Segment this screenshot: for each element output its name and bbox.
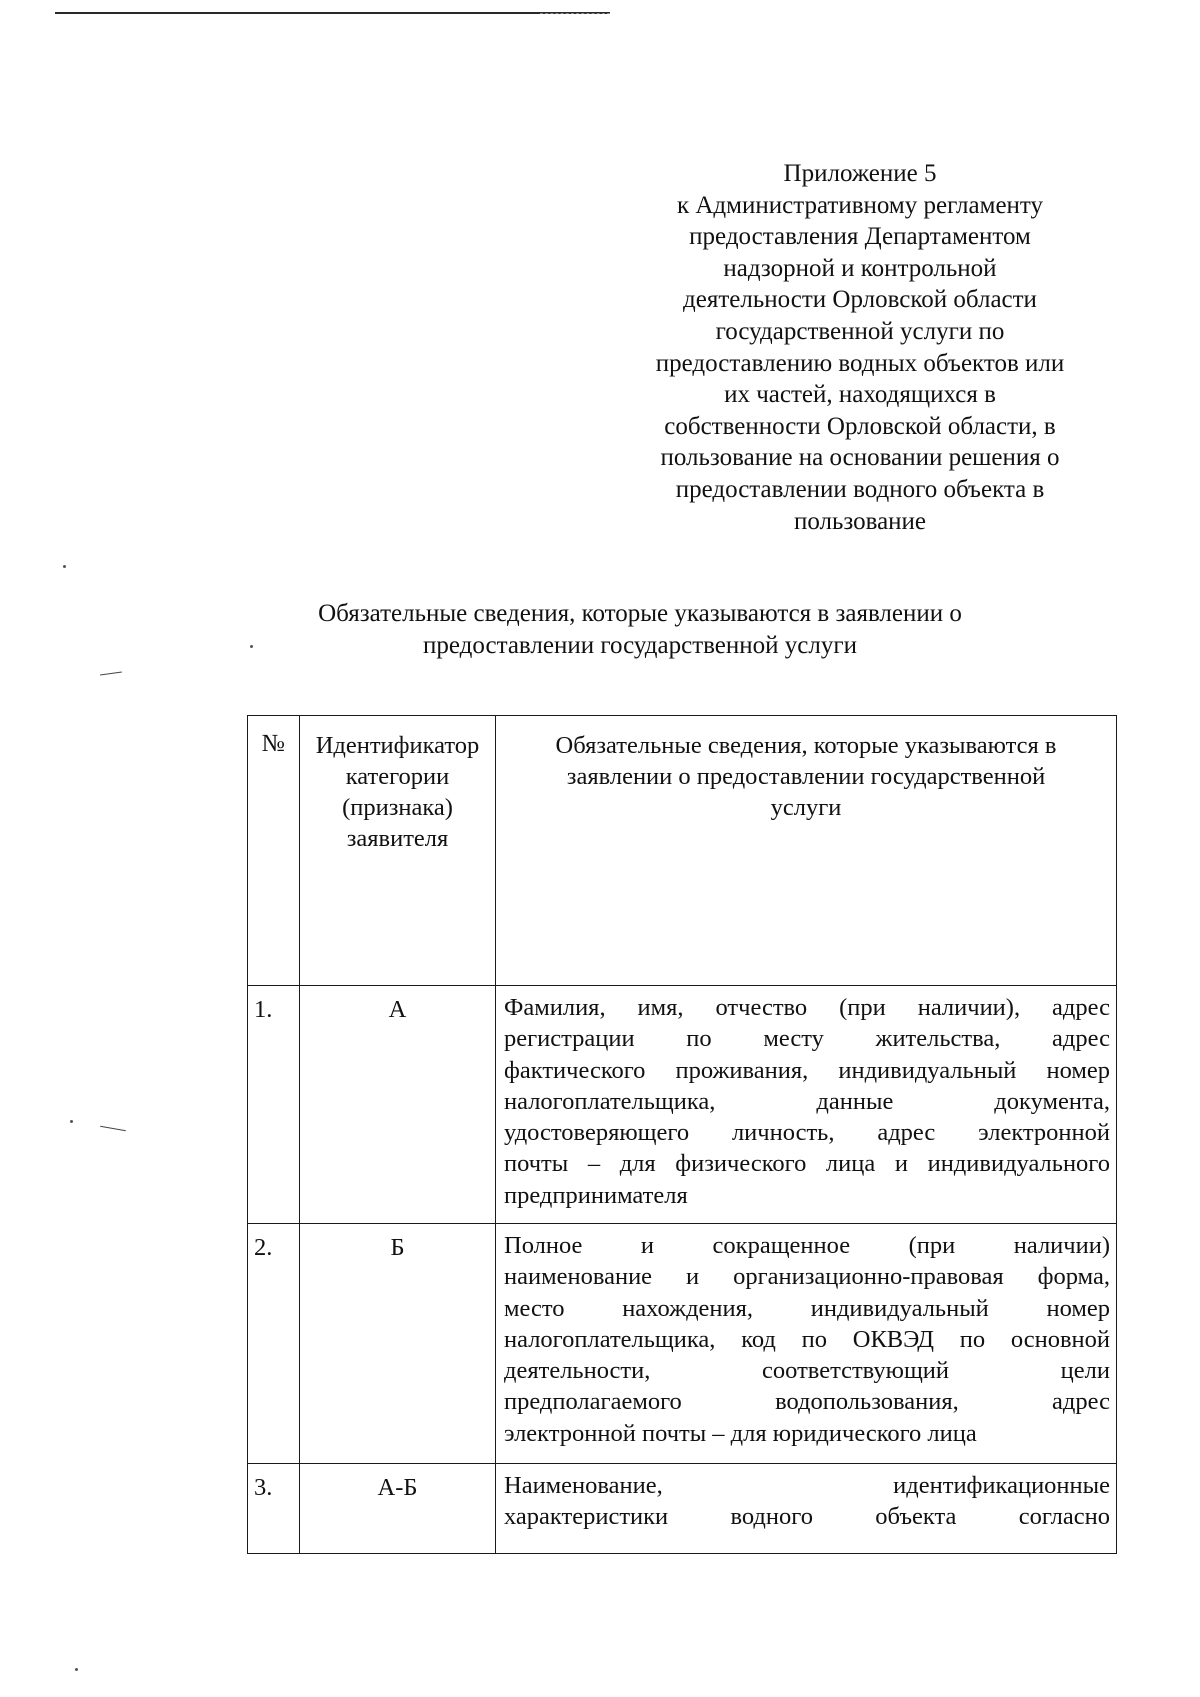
appendix-line: их частей, находящихся в bbox=[724, 381, 996, 409]
scan-speck bbox=[63, 565, 66, 568]
row-info-line: налогоплательщика, данные документа, bbox=[504, 1087, 1110, 1115]
row-info-line: регистрации по месту жительства, адрес bbox=[504, 1025, 1110, 1053]
row-info-line: деятельности, соответствующий цели bbox=[504, 1357, 1110, 1385]
appendix-line: предоставлению водных объектов или bbox=[655, 349, 1065, 377]
table-row bbox=[248, 1224, 1117, 1464]
header-category bbox=[300, 716, 496, 986]
appendix-line: пользование bbox=[793, 507, 927, 535]
appendix-line: предоставлении водного объекта в bbox=[675, 475, 1045, 503]
required-info-table bbox=[247, 715, 1117, 1554]
header-info-line: Обязательные сведения, которые указываются в bbox=[555, 732, 1057, 759]
row-number: 2. bbox=[248, 1224, 300, 1464]
appendix-line: государственной услуги по bbox=[715, 317, 1005, 345]
title-line: Обязательные сведения, которые указываются в заявлении о bbox=[318, 600, 962, 627]
row-info-line: налогоплательщика, код по ОКВЭД по основной bbox=[504, 1325, 1110, 1353]
row-category: А-Б bbox=[300, 1464, 496, 1554]
header-info-line: заявлении о предоставлении государственной bbox=[566, 763, 1046, 790]
table-row bbox=[248, 1464, 1117, 1554]
appendix-heading bbox=[630, 158, 1090, 537]
row-category: Б bbox=[300, 1224, 496, 1464]
row-info-line: место нахождения, индивидуальный номер bbox=[504, 1294, 1110, 1322]
row-number: 1. bbox=[248, 986, 300, 1224]
row-info-line: почты – для физического лица и индивидуального bbox=[504, 1150, 1110, 1178]
row-info bbox=[496, 986, 1117, 1224]
row-info bbox=[496, 1464, 1117, 1554]
row-info-line: характеристики водного объекта согласно bbox=[504, 1503, 1110, 1531]
document-title bbox=[290, 598, 990, 662]
appendix-line: деятельности Орловской области bbox=[683, 286, 1037, 314]
appendix-line: надзорной и контрольной bbox=[723, 254, 997, 282]
row-category: А bbox=[300, 986, 496, 1224]
scan-pen-mark bbox=[100, 1126, 126, 1131]
appendix-line: предоставления Департаментом bbox=[689, 223, 1031, 251]
scan-speck bbox=[250, 645, 253, 648]
scan-pen-mark bbox=[100, 671, 122, 675]
appendix-line: к Административному регламенту bbox=[676, 191, 1044, 219]
appendix-line: собственности Орловской области, в bbox=[664, 412, 1056, 440]
appendix-line: пользование на основании решения о bbox=[660, 444, 1060, 472]
row-info-line: удостоверяющего личность, адрес электронной bbox=[504, 1119, 1110, 1147]
table-header-row bbox=[248, 716, 1117, 986]
title-line: предоставлении государственной услуги bbox=[423, 632, 857, 659]
header-category-line: заявителя bbox=[346, 825, 449, 852]
row-info-line: Фамилия, имя, отчество (при наличии), адрес bbox=[504, 994, 1110, 1021]
row-info bbox=[496, 1224, 1117, 1464]
scan-speck bbox=[75, 1668, 78, 1671]
row-info-line: наименование и организационно-правовая форма, bbox=[504, 1263, 1110, 1291]
row-info-line: предпринимателя bbox=[504, 1181, 688, 1209]
header-category-line: категории bbox=[345, 763, 450, 790]
row-info-line: фактического проживания, индивидуальный номер bbox=[504, 1056, 1110, 1084]
scan-speck bbox=[70, 1120, 73, 1123]
table-row bbox=[248, 986, 1117, 1224]
row-info-line: предполагаемого водопользования, адрес bbox=[504, 1388, 1110, 1416]
appendix-line: Приложение 5 bbox=[783, 160, 937, 187]
scan-top-border-faint bbox=[540, 13, 610, 14]
header-number: № bbox=[248, 716, 300, 986]
header-category-line: (признака) bbox=[342, 794, 453, 821]
row-info-line: электронной почты – для юридического лица bbox=[504, 1419, 977, 1447]
row-number: 3. bbox=[248, 1464, 300, 1554]
scan-top-border-line bbox=[55, 12, 610, 14]
row-info-line: Наименование, идентификационные bbox=[504, 1472, 1110, 1499]
header-info-line: услуги bbox=[770, 794, 842, 821]
header-category-line: Идентификатор bbox=[315, 732, 480, 759]
row-info-line: Полное и сокращенное (при наличии) bbox=[504, 1232, 1110, 1259]
header-info bbox=[496, 716, 1117, 986]
